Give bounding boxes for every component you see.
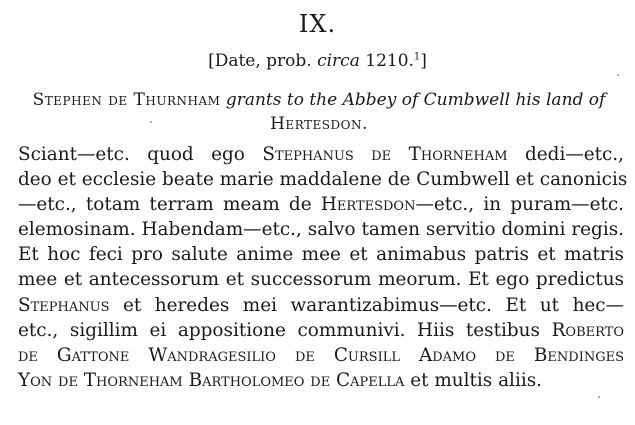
grantor-name: Stephanus de Thorneham — [262, 144, 508, 165]
heading-grantor: Stephen de Thurnham — [32, 90, 221, 110]
line-3-part-a: —etc., totam terram meam de — [18, 194, 321, 216]
heading-place: Hertesdon. — [270, 114, 368, 134]
paper-speck — [598, 396, 600, 398]
footnote-marker: 1 — [413, 51, 421, 63]
date-year: 1210. — [359, 51, 414, 71]
line-1-part-c: dedi—etc., — [507, 144, 624, 165]
charter-line-4: elemosinam. Habendam—etc., salvo tamen servitio domini regis. — [18, 219, 624, 241]
charter-heading — [14, 88, 624, 136]
witness-name: Roberto — [551, 319, 624, 341]
paper-speck — [617, 74, 619, 76]
charter-line-7 — [18, 293, 624, 318]
charter-line-2: deo et ecclesie beate marie maddalene de Cumbwell et canonicis — [18, 169, 628, 191]
line-3-part-c: —etc., in puram—etc. — [415, 194, 624, 216]
place-name: Hertesdon — [320, 194, 416, 216]
charter-line-9 — [18, 343, 624, 368]
heading-phrase: grants to the Abbey of Cumbwell his land of — [220, 90, 606, 110]
paper-speck — [150, 121, 152, 123]
charter-line-3 — [18, 192, 624, 217]
line-8-part-a: etc., sigillim ei appositione communivi. Hiis testibus — [18, 319, 552, 341]
charter-line-1 — [18, 142, 624, 167]
date-close: ] — [420, 51, 427, 71]
line-1-part-a: Sciant—etc. quod ego — [18, 144, 263, 165]
witness-names-final: Yon de Thorneham Bartholomeo de Capella — [18, 369, 405, 391]
charter-line-10 — [18, 368, 624, 393]
date-open: [Date, prob. — [208, 51, 318, 71]
witness-names: de Gattone Wandragesilio de Cursill Adamo de Bendinges — [18, 344, 624, 366]
line-7-part-b: et heredes mei warantizabimus—etc. Et ut hec— — [109, 294, 624, 316]
charter-text — [18, 142, 628, 393]
charter-number: IX. — [298, 10, 337, 38]
charter-line-5: Et hoc feci pro salute anime mee et animabus patris et matris — [18, 244, 624, 266]
charter-line-8 — [18, 318, 624, 343]
charter-line-6: mee et antecessorum et successorum meorum. Et ego predictus — [18, 269, 624, 291]
date-line — [0, 51, 635, 71]
grantor-name-repeat: Stephanus — [18, 294, 110, 316]
closing-phrase: et multis aliis. — [404, 369, 542, 391]
date-circa: circa — [317, 51, 360, 71]
